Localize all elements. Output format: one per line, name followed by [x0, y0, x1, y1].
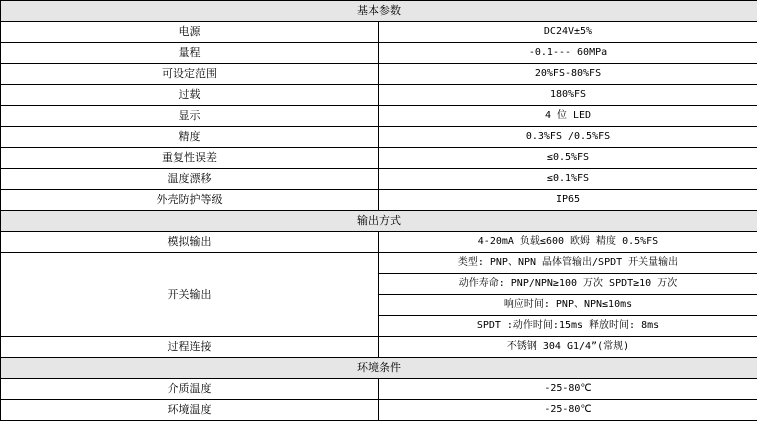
param-value: 4-20mA 负载≤600 欧姆 精度 0.5%FS	[379, 232, 757, 253]
table-row	[1, 22, 757, 43]
param-value: ≤0.1%FS	[379, 169, 757, 190]
param-value: -25-80℃	[379, 400, 757, 421]
table-row	[1, 64, 757, 85]
table-row	[1, 148, 757, 169]
param-value: -0.1--- 60MPa	[379, 43, 757, 64]
param-value: SPDT :动作时间:15ms 释放时间: 8ms	[379, 316, 757, 337]
param-label: 环境温度	[1, 400, 379, 421]
param-value: 4 位 LED	[379, 106, 757, 127]
param-value: IP65	[379, 190, 757, 211]
param-label: 精度	[1, 127, 379, 148]
section-header-environment	[1, 358, 757, 379]
section-title: 环境条件	[1, 358, 757, 379]
param-value: 20%FS-80%FS	[379, 64, 757, 85]
param-value: 180%FS	[379, 85, 757, 106]
table-row	[1, 43, 757, 64]
param-value: ≤0.5%FS	[379, 148, 757, 169]
table-row	[1, 379, 757, 400]
table-row	[1, 232, 757, 253]
param-value: 动作寿命: PNP/NPN≥100 万次 SPDT≥10 万次	[379, 274, 757, 295]
section-title: 输出方式	[1, 211, 757, 232]
table-row	[1, 169, 757, 190]
param-label: 电源	[1, 22, 379, 43]
table-row	[1, 190, 757, 211]
section-header-output	[1, 211, 757, 232]
param-label: 外壳防护等级	[1, 190, 379, 211]
param-value: 响应时间: PNP、NPN≤10ms	[379, 295, 757, 316]
table-row	[1, 106, 757, 127]
param-label: 开关输出	[1, 253, 379, 337]
param-label: 重复性误差	[1, 148, 379, 169]
table-row	[1, 253, 757, 274]
param-value: -25-80℃	[379, 379, 757, 400]
param-label: 量程	[1, 43, 379, 64]
param-value: DC24V±5%	[379, 22, 757, 43]
table-row	[1, 337, 757, 358]
param-value: 类型: PNP、NPN 晶体管输出/SPDT 开关量输出	[379, 253, 757, 274]
param-label: 温度漂移	[1, 169, 379, 190]
param-label: 可设定范围	[1, 64, 379, 85]
param-value: 不锈钢 304 G1/4”(常规)	[379, 337, 757, 358]
param-label: 模拟输出	[1, 232, 379, 253]
section-title: 基本参数	[1, 1, 757, 22]
param-label: 显示	[1, 106, 379, 127]
param-value: 0.3%FS /0.5%FS	[379, 127, 757, 148]
table-row	[1, 127, 757, 148]
table-row	[1, 400, 757, 421]
param-label: 过载	[1, 85, 379, 106]
section-header-basic	[1, 1, 757, 22]
table-row	[1, 85, 757, 106]
param-label: 过程连接	[1, 337, 379, 358]
param-label: 介质温度	[1, 379, 379, 400]
